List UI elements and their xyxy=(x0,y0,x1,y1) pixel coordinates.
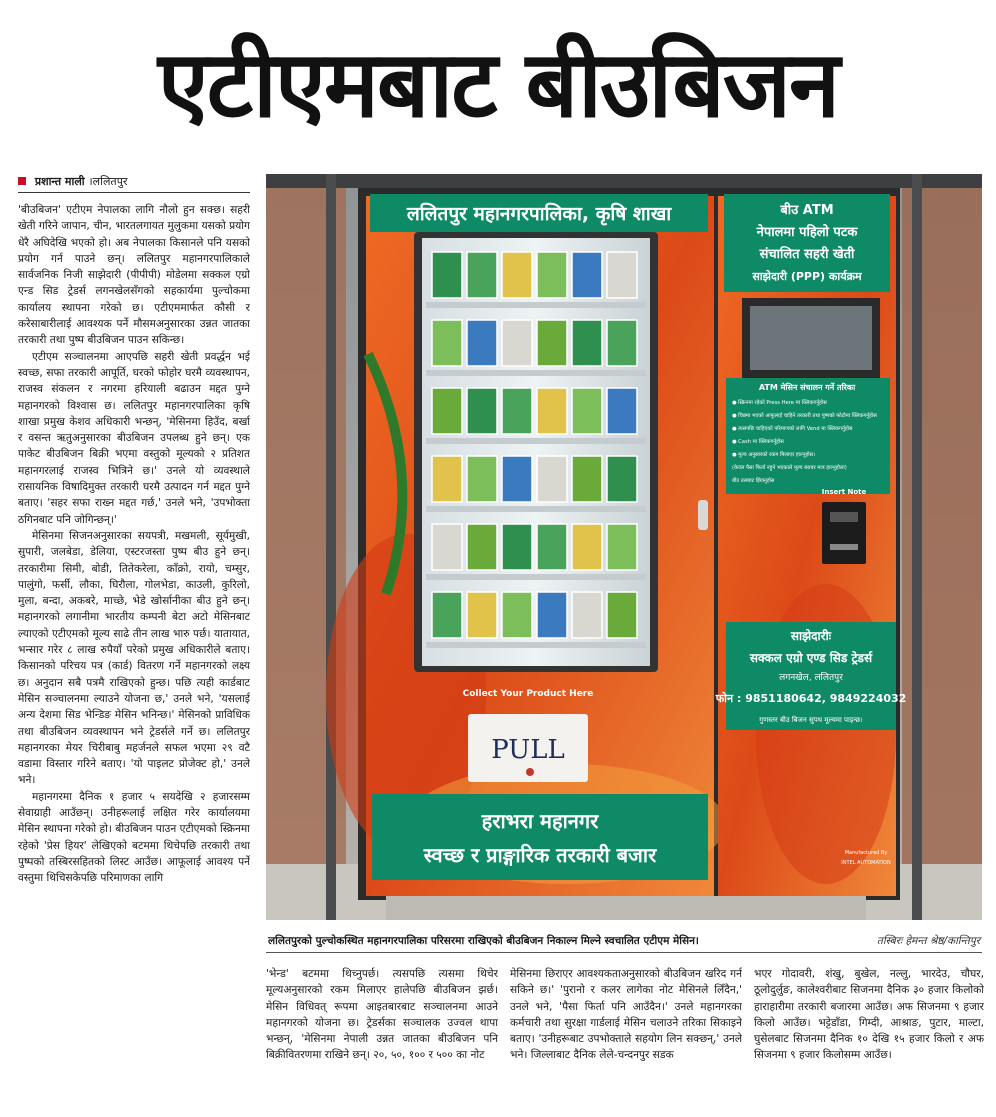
instruction-line: (केवल पैसा फिर्ता नहुने भएकाले मूल्य बराबर मात्र हाल्नुहोला) xyxy=(732,465,847,471)
seed-packet xyxy=(572,524,602,570)
seed-packet xyxy=(572,456,602,502)
seed-packet xyxy=(572,320,602,366)
seed-packet xyxy=(467,252,497,298)
paragraph: मेसिनमा छिराएर आवश्यकताअनुसारको बीउबिजन खरिद गर्न सकिने छ।' 'पुरानो र कलर लागेका नोट मेसिनले लिँदैन,' उनले भने, 'पैसा फिर्ता पनि आउँदैन।' उनले महानगरका कर्मचारी तथा सुरक्षा गार्डलाई मेसिन चलाउने तरिका सिकाइने बताए। 'उनीहरूबाट उपभोक्ताले सहयोग लिन सक्छन्,' उनले भने। जिल्लाबाट दैनिक लेले-चन्दनपुर सडक xyxy=(510,968,742,1062)
shelf xyxy=(426,302,646,308)
sign-right-4: साझेदारी (PPP) कार्यक्रम xyxy=(752,270,862,283)
instruction-line: ● स्क्रिनमा रहेको Press Here मा क्लिकगर्नुहोस xyxy=(732,400,827,406)
caption-text: ललितपुरको पुल्चोकस्थित महानगरपालिका परिसरमा राखिएको बीउबिजन निकाल्न मिल्ने स्वचालित एटीएम मेसिन। xyxy=(268,935,699,947)
photo-credit: तस्बिरः हेमन्त श्रेष्ठ/कान्तिपुर xyxy=(876,935,980,947)
instruction-line: ● चिन्नमा भएको आफूलाई चाहिने तरकारी तथा पुष्पको फोटोमा क्लिकगर्नुहोस xyxy=(732,413,877,419)
seed-packet xyxy=(432,388,462,434)
seed-packet xyxy=(572,252,602,298)
shelf xyxy=(426,370,646,376)
seed-packet xyxy=(537,524,567,570)
sign-right-3: संचालित सहरी खेती xyxy=(759,247,855,262)
instructions-title: ATM मेसिन संचालन गर्ने तरिका xyxy=(758,383,856,392)
insert-note-label: Insert Note xyxy=(821,488,867,496)
seed-packet xyxy=(537,252,567,298)
seed-packet xyxy=(467,592,497,638)
partner-name: सक्कल एग्रो एण्ड सिड ट्रेडर्स xyxy=(749,651,873,665)
seed-packet xyxy=(467,456,497,502)
paragraph: 'बीउबिजन' एटीएम नेपालका लागि नौलो हुन सक्छ। सहरी खेती गरिने जापान, चीन, भारतलगायत मुलुकमा यसको प्रयोग धेरै अघिदेखि भएको हो। अब नेपालका किसानले पनि यसको प्रयोग गर्न पाउने छन्। ललितपुर महानगरपालिकाले सार्वजनिक निजी साझेदारी (पीपीपी) मोडेलमा सक्कल एग्रो एन्ड सिड ट्रेडर्स लगनखेलसँगको सहकार्यमा पुल्चोकमा कार्यालय स्थापना गरेको छ। एटीएममार्फत कौसी र करेसाबारीलाई आवश्यक पर्ने मौसमअनुसारका उन्नत जातका तरकारी तथा पुष्प बीउबिजन पाउन सकिन्छ। xyxy=(18,204,250,347)
shelf xyxy=(426,506,646,512)
seed-packet xyxy=(502,388,532,434)
seed-packet xyxy=(607,320,637,366)
seed-packet xyxy=(607,524,637,570)
seed-packet xyxy=(467,388,497,434)
shelf xyxy=(426,574,646,580)
paragraph: एटीएम सञ्चालनमा आएपछि सहरी खेती प्रवर्द्धन भई स्वच्छ, सफा तरकारी आपूर्ति, घरको फोहोर घरमै व्यवस्थापन, राजस्व संकलन र नगरमा हरियाली बढाउन मद्दत पुग्ने महानगरको विश्वास छ। ललितपुर महानगरपालिका कृषि शाखा प्रमुख केशव अधिकारी भन्छन्, 'मेसिनमा हिउँद, बर्खा र वसन्त ऋतुअनुसारका बीउबिजन उपलब्ध हुने छन्। एक पाकेट बीउबिजन बिक्री भएमा वस्तुको मूल्यको २ प्रतिशत महानगरलाई राजस्व भित्रिने छ।' उनले यो व्यवस्थाले रासायनिक विषादिमुक्त तरकारी घरमै उत्पादन गर्न मद्दत पुग्ने बताए। 'सहर सफा राख्न मद्दत गर्छ,' उनले भने, 'उपभोक्ता ठगिनबाट पनि जोगिन्छन्।' xyxy=(18,350,250,526)
article-column-4 xyxy=(754,966,984,1114)
seed-packet xyxy=(502,456,532,502)
article-column-3 xyxy=(510,966,742,1114)
instruction-line: ● त्यसपछि चाहिएको परिमाणको लागि Vend मा क्लिकगर्नुहोस xyxy=(732,426,853,432)
byline xyxy=(18,174,250,193)
seed-packet xyxy=(467,320,497,366)
partner-location: लगनखेल, ललितपुर xyxy=(779,673,843,683)
headline: एटीएमबाट बीउबिजन xyxy=(157,31,839,138)
instruction-line: बीउ तलबाट झिक्नुहोस xyxy=(732,478,775,484)
sign-top-left: ललितपुर महानगरपालिका, कृषि शाखा xyxy=(406,203,672,225)
paragraph: महानगरमा दैनिक १ हजार ५ सयदेखि २ हजारसम्म सेवाग्राही आउँछन्। उनीहरूलाई लक्षित गरेर कार्यालयमा मेसिन स्थापना गरेको हो। बीउबिजन पाउन एटीएमको स्क्रिनमा रहेको 'प्रेस हियर' लेखिएको बटममा थिचेपछि तरकारी तथा पुष्पको तस्बिरसहितको लिस्ट आउँछ। आफूलाई आवश्य पर्ने वस्तुमा थिचिसकेपछि परिमाणका लागि xyxy=(18,790,250,885)
sign-right-1: बीउ ATM xyxy=(780,203,834,218)
seed-packet xyxy=(537,320,567,366)
seed-packet xyxy=(537,388,567,434)
byline-marker xyxy=(18,177,26,185)
seed-packet xyxy=(537,456,567,502)
article-column-2 xyxy=(266,966,498,1114)
seed-packet xyxy=(607,388,637,434)
seed-packet xyxy=(607,456,637,502)
seed-packet xyxy=(572,592,602,638)
seed-packet xyxy=(432,524,462,570)
seed-packet xyxy=(537,592,567,638)
paragraph: भएर गोदावरी, शंखु, बुखेल, नल्लु, भारदेउ, चौघर, ठूलोदुर्लुङ, कालेश्वरीबाट सिजनमा दैनिक ३० हजार किलोको हाराहारीमा तरकारी बजारमा आउँछ। अफ सिजनमा ९ हजार किलो आउँछ। भट्टेडाँडा, गिम्दी, आश्राङ, पुटार, माल्टा, घुसेलबाट सिजनमा दैनिक १० देखि १५ हजार किलो र अफ सिजनमा ९ हजार किलोसम्म आउँछ। xyxy=(754,968,984,1062)
seed-packet xyxy=(607,592,637,638)
collect-label: Collect Your Product Here xyxy=(462,689,594,699)
shelf xyxy=(426,438,646,444)
seed-packet xyxy=(502,252,532,298)
seed-packet xyxy=(607,252,637,298)
seed-packet xyxy=(502,320,532,366)
partner-note: गुणस्तर बीउ बिजन सुपथ मूल्यमा पाइन्छ। xyxy=(759,716,863,724)
article-column-1 xyxy=(18,202,250,1114)
partner-phone: फोन : 9851180642, 9849224032 xyxy=(715,692,907,705)
byline-location: ।ललितपुर xyxy=(88,175,128,188)
seed-packet xyxy=(502,592,532,638)
seed-packet xyxy=(572,388,602,434)
byline-author: प्रशान्त माली xyxy=(34,175,85,188)
seed-packet xyxy=(467,524,497,570)
instruction-line: ● मूल्य अनुसारको रकम मिलाएर हाल्नुहोस। xyxy=(732,452,816,458)
pull-label: PULL xyxy=(491,735,565,765)
photo-caption xyxy=(266,930,982,953)
sign-bottom-1: हराभरा महानगर xyxy=(481,809,599,833)
paragraph: मेसिनमा सिजनअनुसारका सयपत्री, मखमली, सूर्यमुखी, सुपारी, जलबेडा, डेलिया, एस्टरजस्ता पुष्प बीउ हुने छन्। तरकारीमा सिमी, बोडी, तितेकरेला, काँक्रो, रायो, चम्सुर, पालुंगो, फर्सी, लौका, घिरौला, गोलभेडा, काउली, कुरिलो, मुला, बन्दा, अकबरे, माच्छे, भेडे खोर्सानीका बीउ हुने छन्। महानगरको लगानीमा भारतीय कम्पनी बेटा अटो मेसिनबाट ल्याएको एटीएमको मूल्य साढे तीन लाख भारु पर्छ। यातायात, भन्सार गरेर ८ लाख रुपैयाँ परेको प्रमुख अधिकारीले बताए। किसानको परिचय पत्र (कार्ड) वितरण गर्ने महानगरको लक्ष्य छ। अनुदान सबै पत्रमै राखिएको हुन्छ। पछि त्यही कार्डबाट मेसिन सञ्चालनमा ल्याउने योजना छ,' उनले भने, 'यसलाई अन्य देशमा सिड भेन्डिङ मेसिन भनिन्छ।' मेसिनको प्राविधिक तथा बीउबिजन व्यवस्थापन भने ट्रेडर्सले गर्ने छ। ललितपुर महानगरका मेयर चिरीबाबु महर्जनले सफल भएमा २९ वटै वडामा विस्तार गरिने बताए। 'यो पाइलट प्रोजेक्ट हो,' उनले भने। xyxy=(18,529,250,787)
atm-photo xyxy=(266,174,982,920)
sign-right-2: नेपालमा पहिलो पटक xyxy=(756,225,858,240)
seed-packet xyxy=(432,320,462,366)
seed-packet xyxy=(432,456,462,502)
paragraph: 'भेन्ड' बटममा थिच्नुपर्छ। त्यसपछि त्यसमा थिचेर मूल्यअनुसारको रकम मिलाएर हालेपछि बीउबिजन झर्छ। मेसिन विधिवत् रूपमा आइतबारबाट सञ्चालनमा आउने महानगरको योजना छ। ट्रेडर्सका सञ्चालक उज्वल थापा भन्छन्, 'मेसिनमा नेपाली उन्नत जातका बीउबिजन पनि बिक्रीवितरणमा राखिने छन्। २०, ५०, १०० र ५०० का नोट xyxy=(266,968,498,1062)
instruction-line: ● Cash मा क्लिकगर्नुहोस xyxy=(732,439,784,445)
seed-packet xyxy=(432,592,462,638)
manufacturer-line-1: Manufactured By xyxy=(844,850,888,856)
sign-bottom-2: स्वच्छ र प्राङ्गारिक तरकारी बजार xyxy=(423,843,657,867)
shelf xyxy=(426,642,646,648)
seed-packet xyxy=(432,252,462,298)
seed-packet xyxy=(502,524,532,570)
partner-label: साझेदारीः xyxy=(790,629,832,643)
manufacturer-line-2: INTEL AUTOMATION xyxy=(841,860,891,866)
